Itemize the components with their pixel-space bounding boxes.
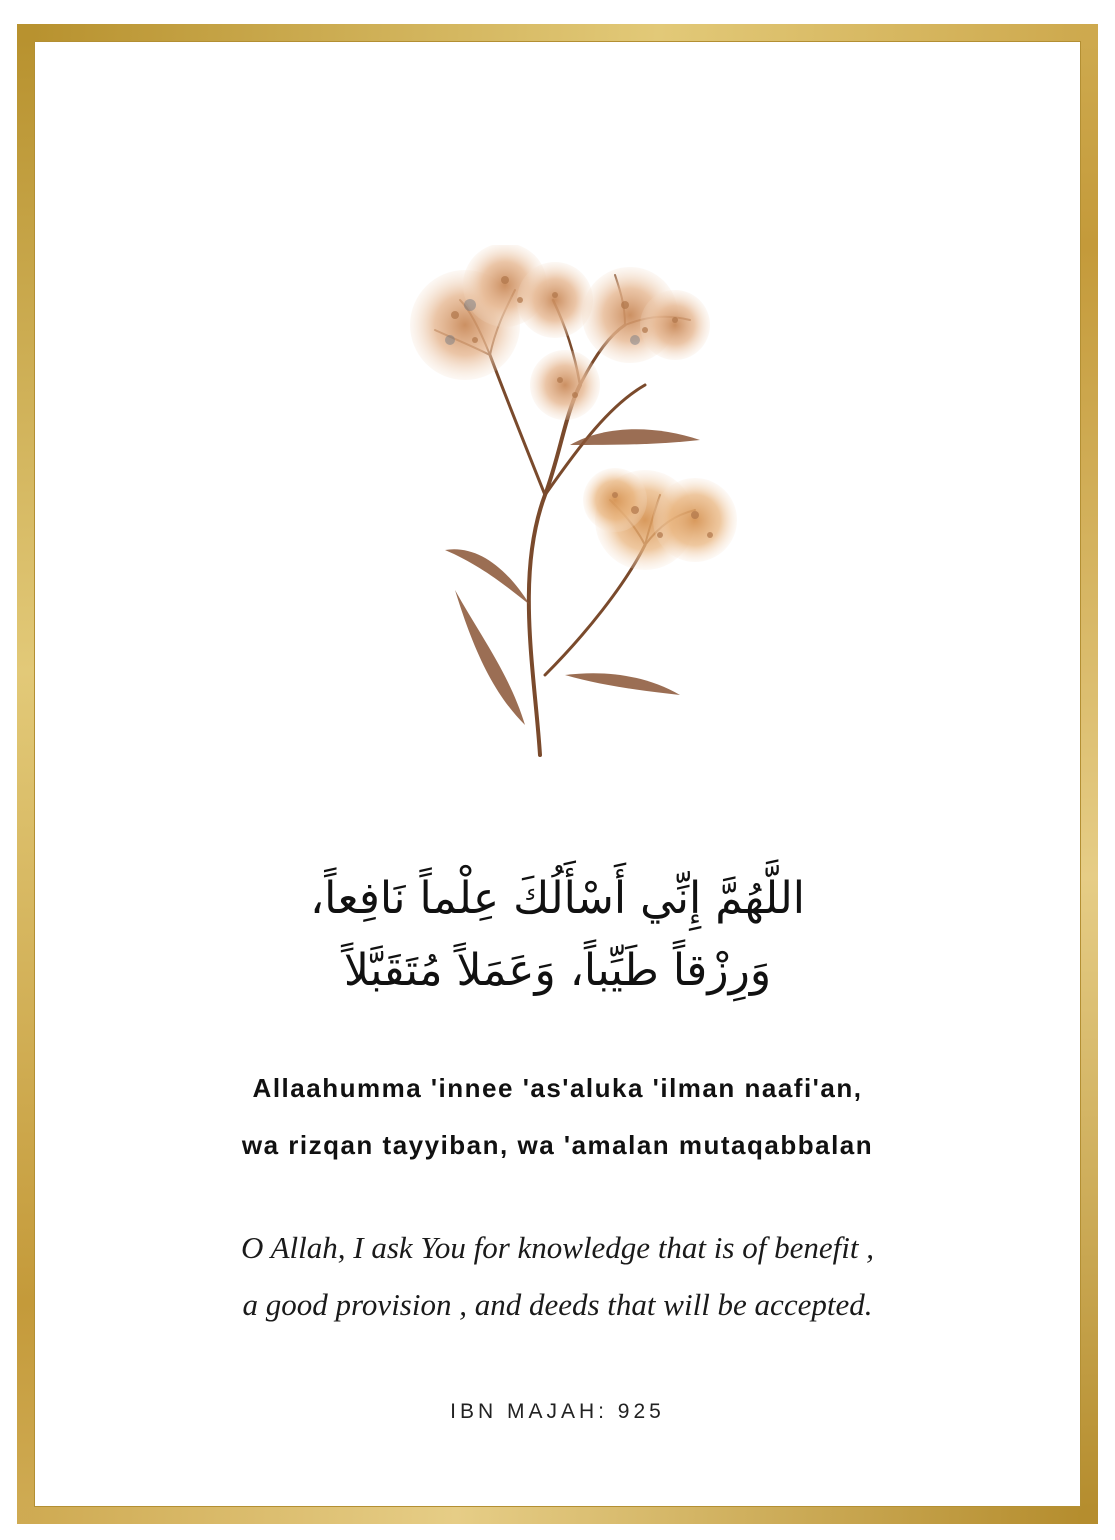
arabic-line-1: اللَّهُمَّ إِنِّي أَسْأَلُكَ عِلْماً نَافِعاً،: [309, 873, 806, 924]
translation-line-1: O Allah, I ask You for knowledge that is of benefit ,: [241, 1230, 874, 1265]
transliteration-line-1: Allaahumma 'innee 'as'aluka 'ilman naafi'an,: [252, 1073, 863, 1103]
watercolor-flower-icon: [395, 245, 765, 765]
hadith-source: IBN MAJAH: 925: [450, 1400, 665, 1423]
translation-line-2: a good provision , and deeds that will be accepted.: [242, 1287, 873, 1322]
transliteration-line-2: wa rizqan tayyiban, wa 'amalan mutaqabbalan: [241, 1130, 874, 1160]
arabic-line-2: وَرِزْقاً طَيِّباً، وَعَمَلاً مُتَقَبَّلاً: [343, 945, 772, 996]
